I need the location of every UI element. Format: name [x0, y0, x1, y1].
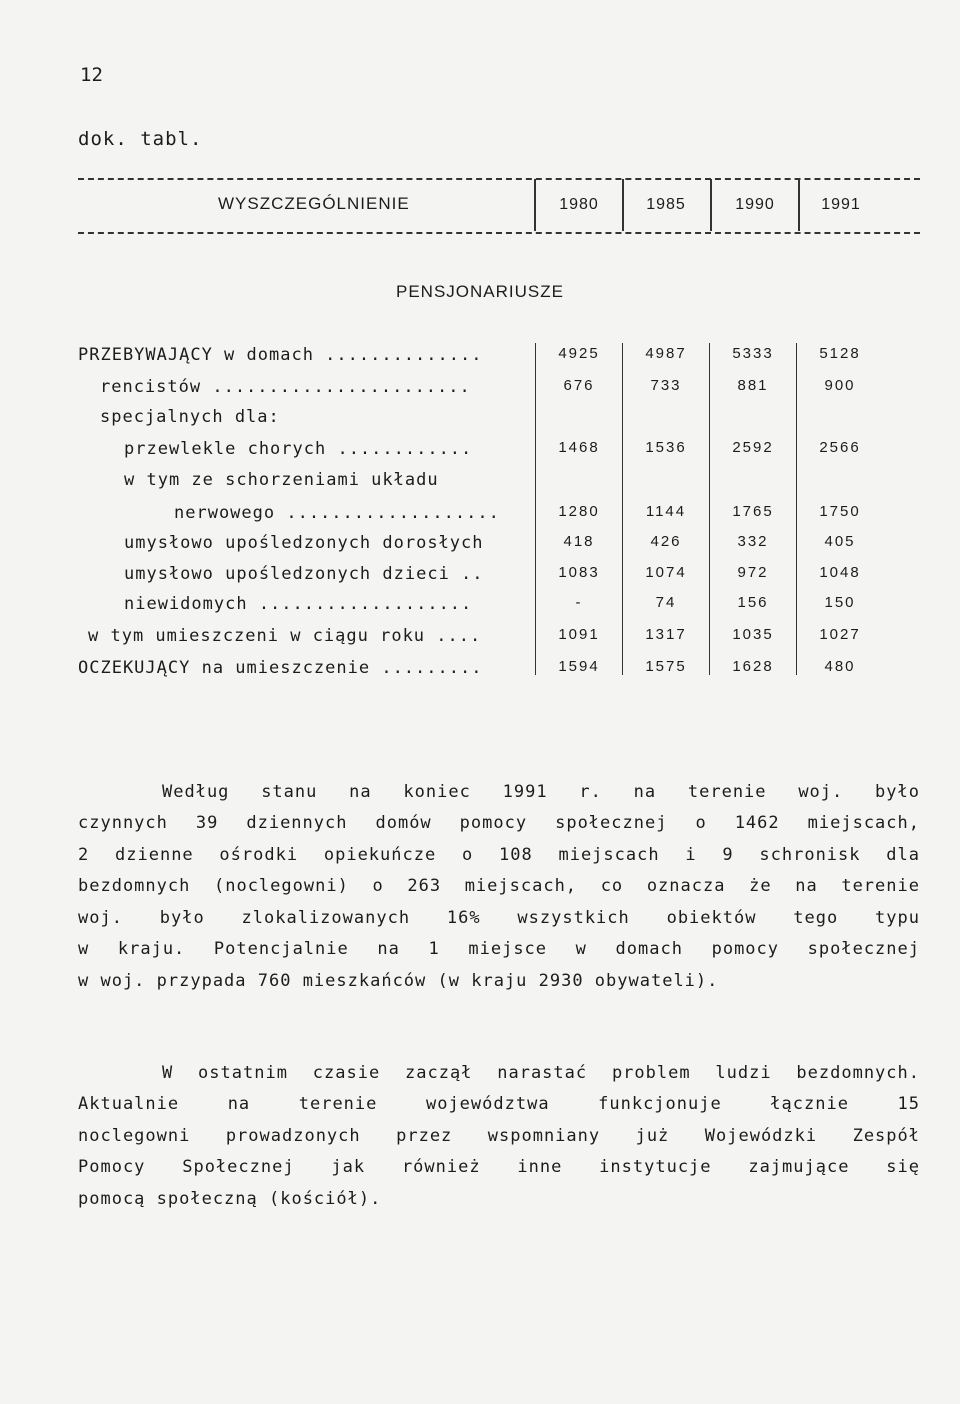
cell-1990: 1035	[732, 626, 774, 643]
paragraph-line: noclegowni prowadzonych przez wspomniany już Wojewódzki Zespół	[78, 1125, 920, 1146]
year-header: 1991	[821, 196, 861, 213]
table-caption: dok. tabl.	[78, 128, 203, 150]
table-row	[78, 658, 920, 684]
row-label: niewidomych ...................	[124, 594, 473, 614]
row-label: przewlekle chorych ............	[124, 439, 473, 459]
cell-1990: 881	[737, 377, 769, 394]
row-label: rencistów .......................	[100, 377, 471, 397]
paragraph	[78, 808, 920, 997]
cell-1990: 1765	[732, 503, 774, 520]
cell-1985: 74	[655, 594, 677, 611]
paragraph-line: bezdomnych (noclegowni) o 263 miejscach, co oznacza że na terenie	[78, 876, 920, 896]
row-label: specjalnych dla:	[100, 407, 280, 427]
paragraph-line: czynnych 39 dziennych domów pomocy społecznej o 1462 miejscach,	[78, 813, 920, 833]
cell-1980: 1091	[558, 626, 600, 643]
cell-1990: 2592	[732, 439, 774, 456]
row-label: umysłowo upośledzonych dzieci ..	[124, 564, 484, 584]
table-row	[78, 626, 920, 652]
cell-1990: 5333	[732, 345, 774, 362]
row-label: nerwowego ...................	[174, 503, 500, 523]
paragraph-line: pomocą społeczną (kościół).	[78, 1188, 382, 1209]
paragraph-line: Według stanu na koniec 1991 r. na terenie woj. było	[162, 782, 920, 802]
paragraph-line: w kraju. Potencjalnie na 1 miejsce w domach pomocy społecznej	[78, 939, 920, 959]
table-row	[78, 564, 920, 590]
header-label: WYSZCZEGÓLNIENIE	[218, 194, 410, 213]
table-row	[78, 503, 920, 529]
cell-1985: 1536	[645, 439, 687, 456]
row-label: OCZEKUJĄCY na umieszczenie .........	[78, 658, 483, 678]
table-row	[78, 345, 920, 371]
paragraph	[78, 1089, 920, 1215]
cell-1990: 332	[737, 533, 769, 550]
cell-1990: 156	[737, 594, 769, 611]
cell-1991: 480	[824, 658, 856, 675]
table-row	[78, 377, 920, 403]
cell-1985: 1575	[645, 658, 687, 675]
table-row	[78, 533, 920, 559]
cell-1991: 405	[824, 533, 856, 550]
cell-1985: 1144	[645, 503, 687, 520]
cell-1980: -	[575, 594, 583, 611]
year-header: 1985	[646, 196, 686, 213]
cell-1980: 1468	[558, 439, 600, 456]
paragraph-line: woj. było zlokalizowanych 16% wszystkich obiektów tego typu	[78, 907, 920, 928]
cell-1991: 150	[824, 594, 856, 611]
cell-1991: 5128	[819, 345, 861, 362]
cell-1980: 1594	[558, 658, 600, 675]
cell-1980: 1083	[558, 564, 600, 581]
row-label: PRZEBYWAJĄCY w domach ..............	[78, 345, 483, 365]
cell-1991: 900	[824, 377, 856, 394]
paragraph-line: 2 dzienne ośrodki opiekuńcze o 108 miejscach i 9 schronisk dla	[78, 844, 920, 865]
paragraph	[78, 1058, 920, 1090]
paragraph-line: w woj. przypada 760 mieszkańców (w kraju 2930 obywateli).	[78, 970, 719, 991]
cell-1980: 4925	[558, 345, 600, 362]
cell-1985: 733	[650, 377, 682, 394]
cell-1980: 418	[563, 533, 595, 550]
cell-1991: 1750	[819, 503, 861, 520]
cell-1991: 1048	[819, 564, 861, 581]
cell-1991: 2566	[819, 439, 861, 456]
row-label: w tym ze schorzeniami układu	[124, 470, 439, 490]
cell-1991: 1027	[819, 626, 861, 643]
table-row	[78, 407, 920, 433]
year-header: 1990	[710, 179, 800, 231]
paragraph	[78, 777, 920, 809]
cell-1990: 972	[737, 564, 769, 581]
cell-1985: 1074	[645, 564, 687, 581]
row-label: umysłowo upośledzonych dorosłych	[124, 533, 484, 553]
cell-1990: 1628	[732, 658, 774, 675]
year-header: 1980	[534, 179, 624, 231]
paragraph-line: W ostatnim czasie zaczął narastać problem ludzi bezdomnych.	[162, 1063, 920, 1083]
paragraph-line: Aktualnie na terenie województwa funkcjonuje łącznie 15	[78, 1094, 920, 1114]
cell-1985: 426	[650, 533, 682, 550]
table-row	[78, 439, 920, 465]
header-rule-bottom	[78, 232, 920, 234]
cell-1985: 4987	[645, 345, 687, 362]
cell-1980: 1280	[558, 503, 600, 520]
table-row	[78, 470, 920, 496]
cell-1980: 676	[563, 377, 595, 394]
table-row	[78, 594, 920, 620]
paragraph-line: Pomocy Społecznej jak również inne instytucje zajmujące się	[78, 1157, 920, 1177]
section-title: PENSJONARIUSZE	[396, 282, 564, 301]
page-number: 12	[80, 64, 103, 86]
cell-1985: 1317	[645, 626, 687, 643]
row-label: w tym umieszczeni w ciągu roku ....	[88, 626, 482, 646]
